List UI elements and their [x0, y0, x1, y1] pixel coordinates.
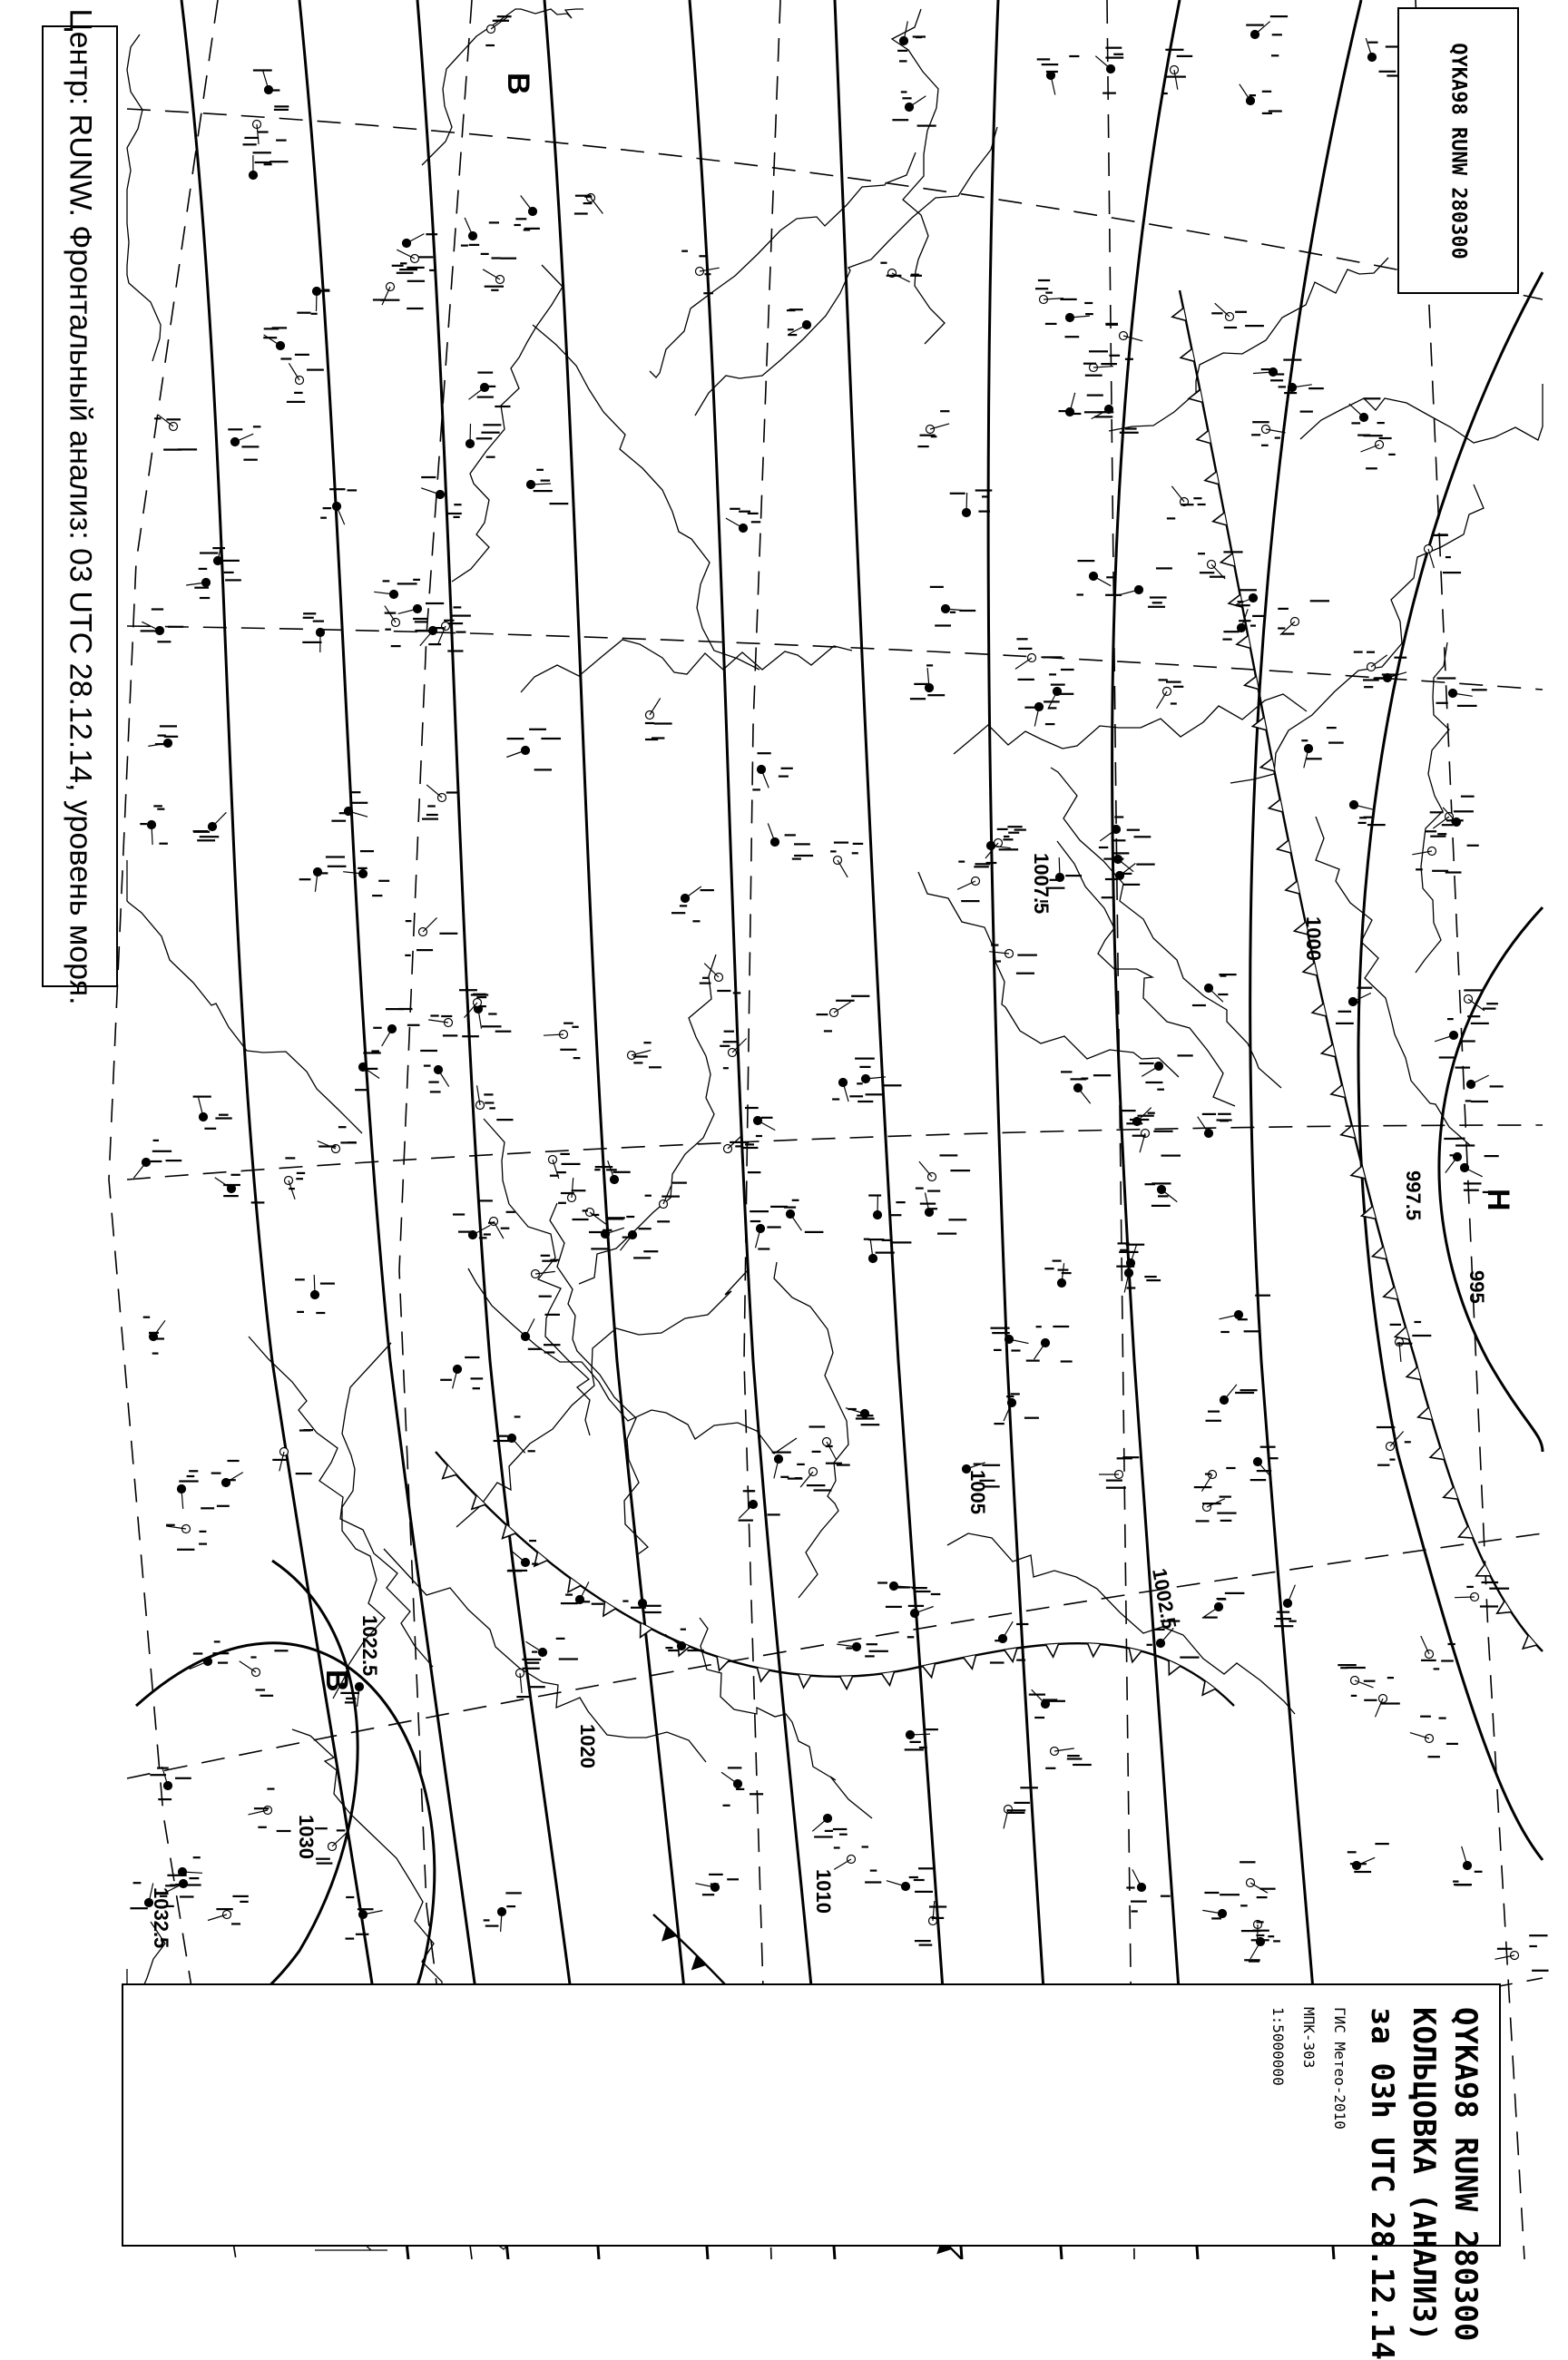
station-plot	[812, 1815, 847, 1838]
station-plot	[343, 850, 389, 896]
station-plot	[228, 426, 260, 461]
station-plot	[772, 1452, 805, 1480]
station-plot	[485, 15, 511, 46]
station-plot	[1024, 684, 1073, 727]
station-plot	[695, 1874, 739, 1896]
legend-code: QYKA98 RUNW 280300	[1445, 2007, 1486, 2227]
station-plot	[1251, 421, 1286, 446]
station-plot	[544, 1023, 580, 1060]
isobar	[835, 0, 962, 2259]
coastline-segment	[1109, 258, 1388, 431]
front-symbol	[717, 1657, 729, 1671]
station-plot	[166, 1524, 207, 1551]
station-plot	[855, 1058, 901, 1096]
station-plot	[1145, 1182, 1178, 1207]
station-plot	[484, 1892, 522, 1932]
station-plot	[1044, 1260, 1071, 1288]
coastline-segment	[774, 1262, 848, 1598]
station-plot	[400, 233, 437, 269]
isobar	[136, 1561, 358, 2025]
station-plot	[645, 698, 672, 740]
station-plot	[506, 729, 561, 771]
station-plot	[1119, 1251, 1161, 1293]
station-plot	[739, 1490, 780, 1522]
station-plot	[681, 250, 720, 295]
station-plot	[628, 1042, 662, 1068]
front-symbol	[1088, 1643, 1101, 1656]
station-plot	[989, 945, 1037, 974]
coastline-segment	[127, 34, 161, 361]
station-plot	[671, 886, 714, 922]
station-plot	[549, 1153, 581, 1179]
station-plot	[994, 1393, 1039, 1425]
station-plot	[1035, 279, 1063, 325]
coastline-segment	[456, 1271, 747, 1527]
station-plot	[834, 1846, 882, 1883]
legend-content	[123, 1985, 1503, 2248]
isobar	[544, 0, 708, 2259]
station-plot	[1222, 604, 1256, 641]
station-plot	[1246, 15, 1288, 56]
station-plot	[1348, 1843, 1389, 1873]
chart-title-box	[42, 25, 118, 987]
isobar	[181, 0, 408, 2259]
station-plot	[897, 21, 926, 62]
station-plot	[752, 752, 793, 790]
station-plot	[907, 1591, 941, 1639]
station-plot	[665, 1629, 704, 1652]
station-plot	[1157, 679, 1184, 709]
legend-software: ГИС Метео-2010	[1330, 2007, 1348, 2227]
station-plot	[193, 1096, 232, 1130]
station-plot	[1060, 299, 1093, 338]
station-plot	[253, 69, 289, 111]
station-plot	[720, 1031, 746, 1070]
graticule-line	[127, 626, 1543, 690]
station-plot	[1354, 651, 1387, 689]
station-plot	[1279, 384, 1324, 413]
station-plot	[240, 1650, 289, 1697]
coastline-segment	[127, 860, 362, 1133]
station-plot	[416, 615, 471, 652]
station-plot	[768, 823, 813, 859]
high-center-label: В	[319, 1670, 354, 1692]
isobar-label: 1002.5	[1148, 1567, 1181, 1631]
station-plot	[243, 121, 287, 146]
station-plot	[916, 1154, 970, 1191]
station-plot	[302, 612, 324, 652]
front-symbol	[1004, 1649, 1017, 1662]
station-plot	[249, 1788, 291, 1833]
coastline-segment	[452, 265, 563, 582]
station-plot	[428, 606, 466, 645]
station-plot	[250, 152, 289, 179]
station-plot	[1116, 1242, 1144, 1268]
station-plot	[285, 1157, 306, 1200]
station-plot	[745, 1107, 775, 1146]
station-plot	[154, 415, 197, 451]
graticule-lines	[109, 0, 1543, 2259]
station-plot	[405, 917, 457, 956]
station-plot	[1220, 1295, 1271, 1334]
station-plot	[532, 1255, 560, 1298]
station-plot	[143, 1317, 165, 1355]
station-plot	[1494, 1934, 1548, 1972]
isobar-label: 1000	[1302, 916, 1325, 961]
station-plot	[398, 602, 445, 632]
station-plot	[453, 1213, 491, 1239]
station-plot	[461, 218, 499, 255]
station-plot	[905, 1728, 938, 1751]
station-plot	[1301, 727, 1343, 768]
station-plot	[645, 1182, 687, 1223]
station-plot	[920, 1193, 966, 1235]
station-plot	[476, 1085, 514, 1121]
station-plot	[1274, 1585, 1297, 1628]
station-plot	[991, 1327, 1029, 1352]
station-plot	[1120, 567, 1172, 608]
front-symbol	[1237, 636, 1250, 649]
station-plot	[1099, 1456, 1139, 1489]
station-plot	[280, 357, 323, 403]
station-plot	[1139, 1054, 1192, 1091]
station-plot	[1202, 1592, 1245, 1619]
station-plot	[133, 1140, 181, 1179]
station-plot	[868, 1239, 912, 1263]
station-plot	[864, 1194, 906, 1239]
station-plot	[373, 1008, 419, 1046]
station-plot	[887, 1867, 933, 1893]
station-plot	[837, 1643, 888, 1658]
chart-title: Центр: RUNW. Фронтальный анализ: 03 UTC 28.12.14, уровень моря.	[63, 8, 98, 1004]
legend-system: МПК-303	[1299, 2007, 1318, 2227]
station-plot	[208, 1895, 249, 1925]
station-plot	[1336, 987, 1372, 1024]
isobar	[417, 0, 599, 2259]
isobar-label: 1022.5	[358, 1615, 381, 1676]
station-plot	[483, 257, 516, 291]
isobar	[299, 0, 508, 2259]
station-plot	[830, 842, 863, 877]
front-symbol	[882, 1672, 895, 1686]
graticule-line	[399, 0, 472, 2259]
isobar-label: 1030	[295, 1815, 318, 1859]
station-plot	[726, 508, 760, 533]
isobar-label: 1007.5	[1030, 853, 1053, 914]
coastline-segment	[1051, 768, 1281, 1088]
graticule-line	[127, 1125, 1543, 1180]
bulletin-code: QYKA98 RUNW 280300	[1447, 43, 1470, 259]
station-plot	[1198, 1113, 1232, 1138]
station-plot	[558, 1178, 589, 1220]
station-plot	[315, 1827, 347, 1865]
station-plot	[1206, 1385, 1258, 1422]
station-plot	[950, 489, 993, 516]
station-plot	[1211, 303, 1264, 328]
station-plot	[910, 664, 945, 700]
station-plot	[1202, 1892, 1260, 1932]
station-plot	[1361, 435, 1396, 469]
station-plot	[1350, 801, 1386, 827]
station-plot	[1453, 1846, 1482, 1886]
station-plot	[440, 1356, 483, 1389]
station-plot	[373, 265, 424, 309]
legend-box	[122, 1983, 1501, 2247]
station-plot	[522, 1314, 561, 1354]
station-plot	[574, 194, 603, 215]
station-plot	[750, 1210, 781, 1250]
station-plot	[422, 785, 458, 820]
isobar-label: 1032.5	[150, 1887, 172, 1948]
station-plot	[420, 1050, 449, 1093]
front-symbol	[1220, 553, 1234, 566]
station-plot	[140, 805, 168, 845]
station-plot	[1194, 1467, 1236, 1498]
bulletin-code-box	[1397, 7, 1519, 294]
station-plot	[1240, 1861, 1276, 1906]
station-plot	[1029, 1689, 1065, 1719]
station-plot	[428, 1014, 479, 1037]
station-plot	[1250, 1446, 1279, 1482]
occluded-front	[436, 1452, 1234, 1706]
legend-scale: 1:5000000	[1269, 2007, 1287, 2227]
station-plot	[1410, 1716, 1458, 1758]
coastline-segment	[954, 694, 1307, 754]
station-plot	[514, 196, 540, 231]
station-plot	[795, 1451, 832, 1492]
isobars	[136, 0, 1543, 2259]
isobar-label: 997.5	[1402, 1170, 1425, 1220]
station-plot	[787, 308, 811, 336]
station-plot	[295, 1275, 335, 1314]
legend-time: за 03h UTC 28.12.14	[1361, 2007, 1403, 2227]
front-symbol	[840, 1676, 853, 1689]
low-center-label: Н	[1481, 1189, 1515, 1211]
station-plot	[809, 1425, 850, 1465]
legend-station: КОЛЬЦОВКА (АНАЛИЗ)	[1403, 2007, 1445, 2227]
high-center-label: В	[501, 73, 535, 95]
station-plot	[178, 1470, 215, 1509]
station-plot	[1444, 1138, 1475, 1173]
isobar-label: 1010	[812, 1869, 835, 1914]
station-plot	[1374, 657, 1407, 682]
coastline-segment	[1300, 384, 1543, 443]
coastline-segment	[892, 9, 945, 344]
station-plot	[1253, 359, 1301, 382]
isobar-label: 995	[1465, 1270, 1488, 1304]
station-plot	[527, 469, 569, 505]
coastline-segment	[1057, 841, 1235, 1106]
station-plot	[1192, 974, 1237, 1006]
coastlines-borders	[127, 9, 1543, 2250]
station-plot	[1045, 1748, 1092, 1769]
isobar	[988, 0, 1062, 2259]
station-plot	[1461, 1155, 1501, 1193]
station-plot	[1095, 47, 1123, 94]
station-plot	[1196, 1499, 1237, 1523]
station-plot	[1099, 816, 1140, 848]
station-plot	[318, 1126, 357, 1152]
station-plot	[148, 725, 178, 747]
station-plot	[1126, 1869, 1170, 1912]
coastline-segment	[550, 1203, 648, 1554]
coastline-segment	[1416, 642, 1449, 973]
isobar	[690, 0, 835, 2259]
station-plot	[1026, 1326, 1073, 1363]
station-plot	[141, 608, 184, 642]
station-plot	[1455, 1067, 1504, 1103]
station-plot	[1437, 808, 1479, 847]
station-plot	[1044, 669, 1074, 710]
station-plot	[421, 476, 462, 518]
station-plot	[193, 812, 227, 841]
station-plot	[877, 1581, 927, 1608]
front-symbol	[1046, 1644, 1059, 1657]
station-plot	[930, 586, 975, 627]
station-plot	[1059, 393, 1104, 416]
station-plot	[1121, 1108, 1155, 1137]
station-plot	[1278, 600, 1329, 635]
station-plot	[1167, 486, 1206, 520]
coastline-segment	[650, 152, 916, 377]
isobar	[1358, 272, 1543, 1860]
station-plot	[299, 856, 347, 891]
station-plot	[917, 410, 949, 447]
graticule-line	[127, 1533, 1543, 1778]
station-plot	[272, 1429, 313, 1474]
station-plot	[1037, 55, 1080, 95]
station-plot	[320, 488, 357, 524]
coastline-segment	[521, 640, 852, 692]
station-plot	[1061, 1071, 1111, 1103]
station-plot	[263, 327, 309, 356]
station-plot	[150, 1767, 191, 1800]
station-plot	[1364, 1677, 1400, 1717]
isobar-label: 1020	[576, 1724, 599, 1768]
station-plot	[1240, 84, 1282, 114]
isobar-label: 1005	[966, 1470, 989, 1514]
station-plot	[1244, 1934, 1269, 1963]
isobar	[1439, 907, 1543, 1452]
station-plot	[466, 424, 502, 458]
station-plot	[211, 1460, 243, 1507]
station-plot	[594, 1160, 631, 1183]
front-symbol	[799, 1675, 811, 1689]
coastline-segment	[947, 1533, 1295, 1714]
station-plot	[892, 91, 936, 126]
station-plot	[1083, 350, 1117, 377]
station-plot	[846, 1408, 879, 1426]
isobar-labels	[150, 853, 1488, 2173]
station-plot	[915, 1901, 946, 1946]
station-plot	[817, 995, 870, 1033]
